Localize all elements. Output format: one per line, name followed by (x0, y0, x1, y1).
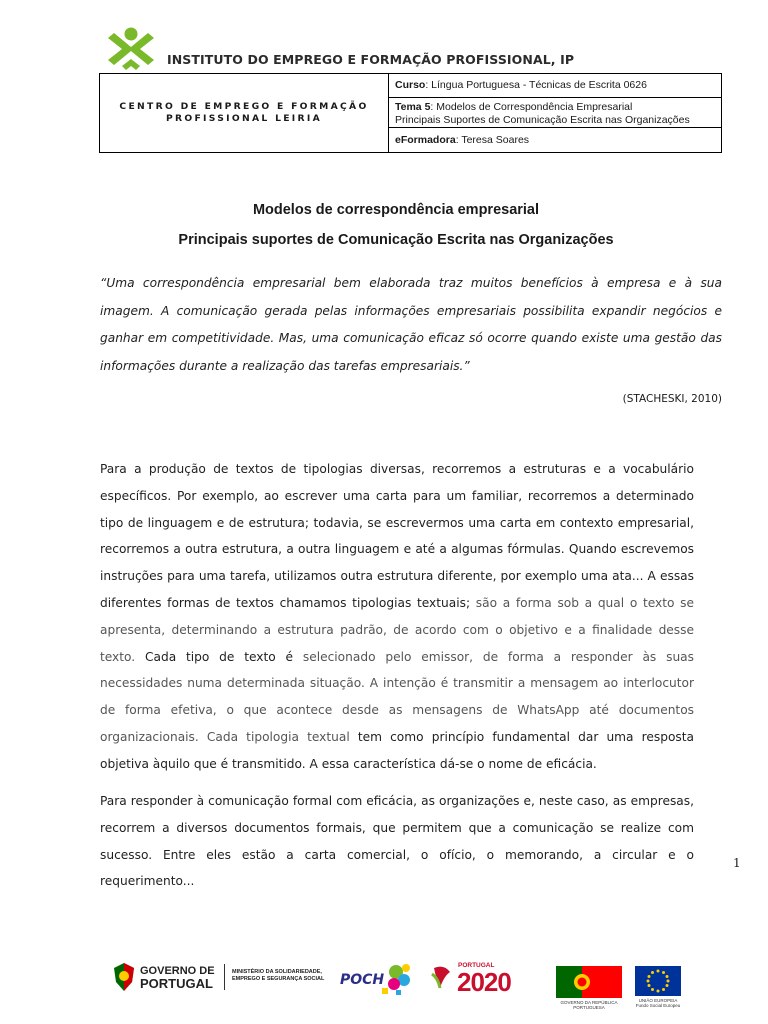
p1-part-d: selecionado pelo emissor, de forma a responder às suas necessidades numa determinada situação. A intenção é transmitir a mensagem ao interlocutor de forma efetiva, o que acontece desde as mensagens de WhatsApp até documentos organizacionais. Cada tipologia textual (100, 649, 694, 744)
page-number: 1 (733, 856, 741, 870)
course-value: : Língua Portuguesa - Técnicas de Escrita 0626 (425, 79, 647, 91)
body-paragraph-1 (100, 456, 694, 778)
republic-caption-line1: GOVERNO DA REPÚBLICA (560, 1000, 618, 1005)
p1-part-a: Para a produção de textos de tipologias diversas, recorremos a estruturas e a vocabulário específicos. Por exemplo, ao escrever uma carta para um familiar, recorremos a determinado tipo de linguagem e de estrutura; todavia, se escrevermos uma carta em contexto empresarial, recorremos a outra estrutura, a outra linguagem e até a algumas fórmulas. Quando escrevemos instruções para uma tarefa, utilizamos outra estrutura diferente, por exemplo uma ata... A essas diferentes formas de textos chamamos tipologias textuais; (100, 462, 694, 610)
republic-caption-line2: PORTUGUESA (573, 1005, 605, 1010)
gov-line1: GOVERNO DE (140, 965, 215, 977)
training-center-line2: PROFISSIONAL LEIRIA (165, 113, 323, 124)
trainer-row (389, 128, 721, 152)
eu-caption-line2: Fundo Social Europeu (635, 1003, 681, 1008)
training-center-line1: CENTRO DE EMPREGO E FORMAÇÃO (119, 101, 369, 112)
theme-value-line2: Principais Suportes de Comunicação Escrita nas Organizações (395, 114, 690, 126)
theme-row (389, 98, 721, 128)
p1-part-c: Cada tipo de texto é (135, 649, 294, 664)
document-title: Modelos de correspondência empresarial (252, 202, 540, 218)
theme-label: Tema 5 (395, 101, 431, 113)
gov-portugal-text (140, 966, 215, 990)
document-subtitle: Principais suportes de Comunicação Escrita nas Organizações (178, 232, 614, 248)
theme-value: : Modelos de Correspondência Empresarial (430, 101, 633, 113)
ministry-line1: MINISTÉRIO DA SOLIDARIEDADE, (232, 969, 322, 975)
course-row (389, 74, 721, 98)
portugal-flag-icon (556, 966, 622, 998)
portugal2020-big-text: 2020 (457, 967, 511, 997)
gov-line2: PORTUGAL (140, 976, 213, 991)
trainer-label: eFormadora (395, 134, 456, 146)
course-details (389, 74, 721, 152)
republic-caption (556, 1000, 622, 1010)
opening-quote: “Uma correspondência empresarial bem elaborada traz muitos benefícios à empresa e à sua imagem. A comunicação gerada pelas informações empresariais possibilita expandir negócios e ganhar em competitividade. Mas, uma comunicação eficaz só ocorre quando existe uma gestão das informações durante a realização das tarefas empresariais.” (100, 276, 722, 373)
portugal-shield-icon (112, 962, 136, 992)
eu-flag-icon (635, 966, 681, 996)
quote-citation: (STACHESKI, 2010) (622, 393, 722, 405)
eu-caption (626, 998, 690, 1008)
poch-text: POCH (340, 972, 385, 988)
p1-part-b: são a forma sob a qual o texto se apresenta, determinando a estrutura padrão, de acordo com o objetivo e a finalidade desse texto. (100, 595, 694, 664)
portugal2020-small-text: PORTUGAL (458, 962, 495, 969)
portugal2020-mark-icon (430, 964, 454, 992)
iefp-logo-icon (100, 26, 160, 72)
ministry-text (232, 969, 324, 983)
course-info-table (99, 73, 722, 153)
ministry-line2: EMPREGO E SEGURANÇA SOCIAL (232, 976, 325, 982)
training-center (100, 74, 389, 152)
footer-divider (224, 964, 225, 990)
body-paragraph-2: Para responder à comunicação formal com eficácia, as organizações e, neste caso, as empresas, recorrem a diversos documentos formais, que permitem que a comunicação se realize com sucesso. Entre eles estão a carta comercial, o ofício, o memorando, a circular e o requerimento... (100, 794, 694, 889)
funding-logos-footer (112, 958, 692, 1010)
p1-part-e: tem como princípio fundamental dar uma resposta objetiva àquilo que é transmitido. A essa característica dá-se o nome de eficácia. (100, 729, 695, 771)
institute-name: INSTITUTO DO EMPREGO E FORMAÇÃO PROFISSIONAL, IP (167, 52, 575, 67)
eu-caption-line1: UNIÃO EUROPEIA (638, 998, 678, 1003)
trainer-value: : Teresa Soares (455, 134, 530, 146)
iefp-logo (100, 26, 160, 72)
course-label: Curso (395, 79, 426, 91)
